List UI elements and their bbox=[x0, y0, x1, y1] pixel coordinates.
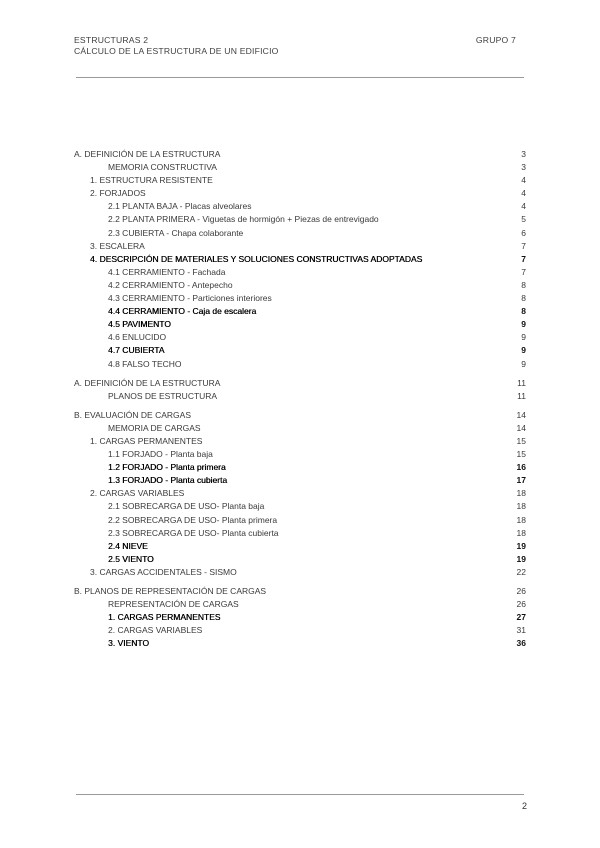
toc-entry-page: 3 bbox=[521, 162, 526, 173]
table-of-contents bbox=[74, 148, 526, 650]
toc-entry-title: 2.2 SOBRECARGA DE USO- Planta primera bbox=[108, 514, 278, 525]
toc-entry-page: 4 bbox=[521, 188, 526, 199]
toc-entry[interactable] bbox=[74, 474, 526, 487]
group-label: GRUPO 7 bbox=[475, 35, 516, 45]
toc-entry-title: 1. ESTRUCTURA RESISTENTE bbox=[90, 175, 213, 186]
toc-entry[interactable] bbox=[74, 585, 526, 598]
toc-entry-page: 4 bbox=[521, 201, 526, 212]
toc-entry[interactable] bbox=[74, 566, 526, 579]
toc-entry-title: A. DEFINICIÓN DE LA ESTRUCTURA bbox=[74, 149, 221, 159]
toc-entry[interactable] bbox=[74, 448, 526, 461]
toc-entry-page: 9 bbox=[521, 319, 526, 330]
toc-entry-title: 2.5 VIENTO bbox=[108, 553, 154, 564]
toc-entry-title: 3. ESCALERA bbox=[90, 240, 145, 251]
toc-entry-title: 3. VIENTO bbox=[108, 638, 149, 649]
toc-entry[interactable] bbox=[74, 174, 526, 187]
toc-entry-page: 19 bbox=[516, 540, 526, 551]
toc-entry-title: B. PLANOS DE REPRESENTACIÓN DE CARGAS bbox=[74, 586, 267, 596]
toc-entry-title: 2.4 NIEVE bbox=[108, 540, 148, 551]
toc-entry-title: 4. DESCRIPCIÓN DE MATERIALES Y SOLUCIONES CONSTRUCTIVAS ADOPTADAS bbox=[90, 253, 423, 264]
toc-entry-title: MEMORIA CONSTRUCTIVA bbox=[108, 162, 217, 173]
toc-entry-page: 9 bbox=[521, 345, 526, 356]
toc-entry-page: 11 bbox=[517, 390, 526, 401]
toc-entry-page: 3 bbox=[521, 149, 526, 159]
toc-entry-page: 27 bbox=[516, 612, 526, 623]
toc-entry[interactable] bbox=[74, 624, 526, 637]
toc-entry-page: 17 bbox=[516, 475, 526, 486]
header-divider bbox=[76, 77, 524, 78]
toc-entry[interactable] bbox=[74, 500, 526, 513]
toc-entry-page: 14 bbox=[516, 422, 526, 433]
toc-entry-page: 15 bbox=[516, 449, 526, 460]
toc-entry-page: 7 bbox=[521, 253, 526, 264]
toc-entry-page: 6 bbox=[521, 227, 526, 238]
toc-entry-page: 18 bbox=[516, 501, 526, 512]
toc-entry-title: 2.1 SOBRECARGA DE USO- Planta baja bbox=[108, 501, 265, 512]
toc-entry-title: 2. CARGAS VARIABLES bbox=[90, 488, 185, 499]
toc-entry-title: 1. CARGAS PERMANENTES bbox=[90, 435, 203, 446]
toc-entry-page: 26 bbox=[516, 599, 526, 610]
toc-entry[interactable] bbox=[74, 305, 526, 318]
toc-entry[interactable] bbox=[74, 377, 526, 390]
toc-entry-title: 4.4 CERRAMIENTO - Caja de escalera bbox=[108, 306, 257, 317]
toc-entry-title: PLANOS DE ESTRUCTURA bbox=[108, 390, 218, 401]
toc-entry-page: 18 bbox=[516, 527, 526, 538]
toc-entry-page: 16 bbox=[516, 462, 526, 473]
toc-entry-page: 7 bbox=[521, 240, 526, 251]
toc-entry-title: 1.3 FORJADO - Planta cubierta bbox=[108, 475, 228, 486]
toc-entry-page: 14 bbox=[516, 409, 526, 420]
toc-entry[interactable] bbox=[74, 344, 526, 357]
toc-entry-title: MEMORIA DE CARGAS bbox=[108, 422, 201, 433]
toc-entry-page: 5 bbox=[521, 214, 526, 225]
toc-entry[interactable] bbox=[74, 611, 526, 624]
toc-entry-title: REPRESENTACIÓN DE CARGAS bbox=[108, 599, 239, 610]
toc-entry-page: 26 bbox=[516, 586, 526, 596]
toc-entry[interactable] bbox=[74, 318, 526, 331]
toc-entry-title: 1.2 FORJADO - Planta primera bbox=[108, 462, 226, 473]
document-subtitle: CÁLCULO DE LA ESTRUCTURA DE UN EDIFICIO bbox=[74, 46, 279, 56]
toc-entry-page: 8 bbox=[521, 306, 526, 317]
toc-entry[interactable] bbox=[74, 253, 526, 266]
toc-entry[interactable] bbox=[74, 637, 526, 650]
toc-entry-title: 2.3 SOBRECARGA DE USO- Planta cubierta bbox=[108, 527, 279, 538]
toc-entry-title: B. EVALUACIÓN DE CARGAS bbox=[74, 409, 191, 420]
toc-entry-page: 18 bbox=[516, 488, 526, 499]
toc-entry[interactable] bbox=[74, 358, 526, 371]
toc-entry[interactable] bbox=[74, 409, 526, 422]
toc-entry-page: 7 bbox=[521, 266, 526, 277]
toc-entry[interactable] bbox=[74, 487, 526, 500]
toc-entry-page: 22 bbox=[516, 566, 526, 577]
toc-entry[interactable] bbox=[74, 227, 526, 240]
toc-entry[interactable] bbox=[74, 200, 526, 213]
toc-entry-page: 31 bbox=[516, 625, 526, 636]
toc-entry[interactable] bbox=[74, 435, 526, 448]
toc-entry[interactable] bbox=[74, 292, 526, 305]
toc-entry[interactable] bbox=[74, 461, 526, 474]
toc-entry-page: 15 bbox=[516, 435, 526, 446]
course-title: ESTRUCTURAS 2 bbox=[74, 35, 149, 45]
toc-entry-title: 1. CARGAS PERMANENTES bbox=[108, 612, 221, 623]
toc-entry[interactable] bbox=[74, 514, 526, 527]
toc-entry-title: 4.6 ENLUCIDO bbox=[108, 332, 167, 343]
toc-entry-title: 2.1 PLANTA BAJA - Placas alveolares bbox=[108, 201, 252, 212]
toc-entry-page: 9 bbox=[521, 358, 526, 369]
toc-entry-page: 8 bbox=[521, 279, 526, 290]
toc-entry-title: 4.7 CUBIERTA bbox=[108, 345, 165, 356]
toc-entry[interactable] bbox=[74, 331, 526, 344]
toc-entry[interactable] bbox=[74, 422, 526, 435]
toc-entry[interactable] bbox=[74, 161, 526, 174]
toc-entry-page: 4 bbox=[521, 175, 526, 186]
toc-entry-title: 4.1 CERRAMIENTO - Fachada bbox=[108, 266, 226, 277]
toc-entry-page: 11 bbox=[517, 377, 526, 388]
toc-entry[interactable] bbox=[74, 553, 526, 566]
toc-entry-title: 2. CARGAS VARIABLES bbox=[108, 625, 203, 636]
header-left bbox=[74, 35, 279, 57]
toc-entry-page: 9 bbox=[521, 332, 526, 343]
toc-entry-page: 19 bbox=[516, 553, 526, 564]
footer-divider bbox=[76, 794, 524, 795]
toc-entry-page: 18 bbox=[516, 514, 526, 525]
toc-entry-title: 1.1 FORJADO - Planta baja bbox=[108, 449, 213, 460]
toc-entry-title: 2. FORJADOS bbox=[90, 188, 146, 199]
toc-entry[interactable] bbox=[74, 279, 526, 292]
toc-entry[interactable] bbox=[74, 240, 526, 253]
toc-entry-title: 2.2 PLANTA PRIMERA - Viguetas de hormigón + Piezas de entrevigado bbox=[108, 214, 379, 225]
toc-entry[interactable] bbox=[74, 527, 526, 540]
toc-entry-title: 2.3 CUBIERTA - Chapa colaborante bbox=[108, 227, 244, 238]
toc-entry[interactable] bbox=[74, 266, 526, 279]
toc-entry[interactable] bbox=[74, 598, 526, 611]
page-number: 2 bbox=[521, 801, 527, 811]
toc-entry-title: 4.5 PAVIMENTO bbox=[108, 319, 171, 330]
toc-entry-title: 4.3 CERRAMIENTO - Particiones interiores bbox=[108, 293, 272, 304]
toc-entry[interactable] bbox=[74, 390, 526, 403]
toc-entry[interactable] bbox=[74, 148, 526, 161]
toc-entry-title: 4.8 FALSO TECHO bbox=[108, 358, 182, 369]
toc-entry-page: 8 bbox=[521, 293, 526, 304]
toc-entry[interactable] bbox=[74, 187, 526, 200]
toc-entry-title: 3. CARGAS ACCIDENTALES - SISMO bbox=[90, 566, 237, 577]
toc-entry-page: 36 bbox=[516, 638, 526, 649]
toc-entry[interactable] bbox=[74, 213, 526, 226]
toc-entry-title: 4.2 CERRAMIENTO - Antepecho bbox=[108, 279, 233, 290]
toc-entry-title: A. DEFINICIÓN DE LA ESTRUCTURA bbox=[74, 377, 221, 388]
toc-entry[interactable] bbox=[74, 540, 526, 553]
